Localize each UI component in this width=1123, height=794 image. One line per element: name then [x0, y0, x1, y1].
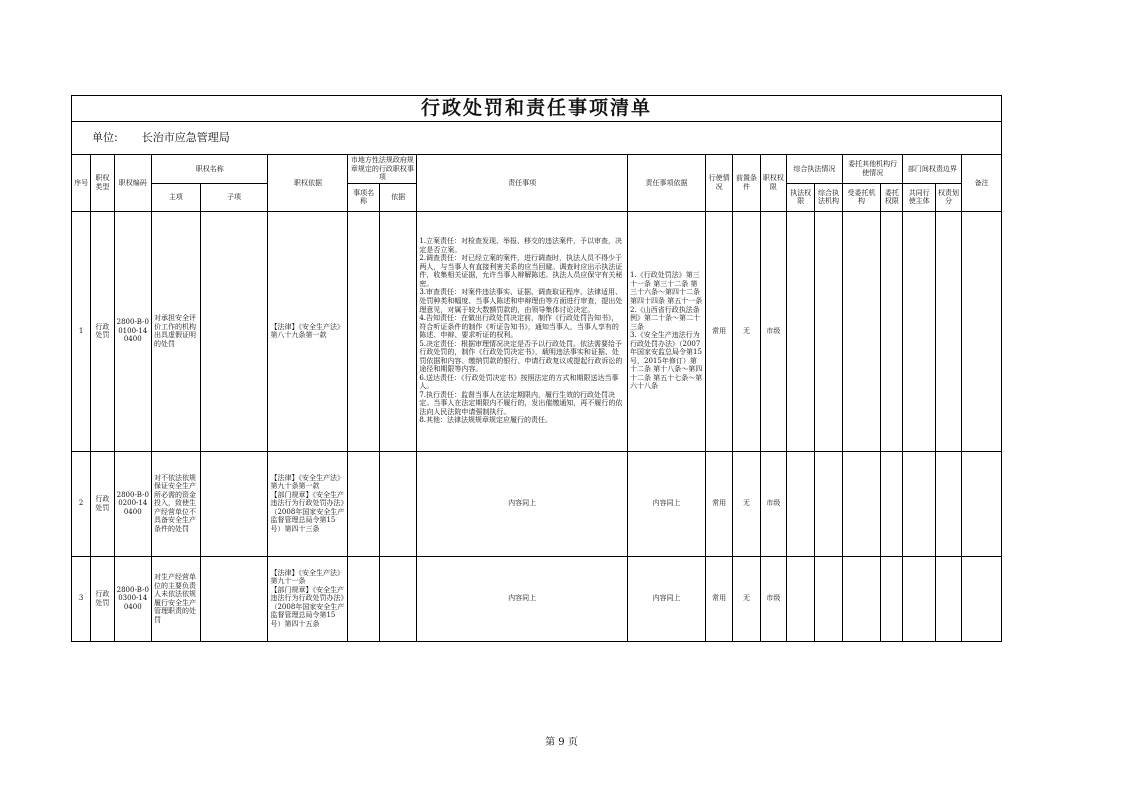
cell-remark: [962, 556, 1002, 641]
cell-local-name: [348, 556, 379, 641]
header-duty-basis: 责任事项依据: [628, 155, 706, 212]
cell-local-name: [348, 211, 379, 451]
unit-value: 长治市应急管理局: [141, 131, 230, 145]
list-sheet: [71, 95, 1002, 642]
title-row: [72, 96, 1002, 122]
header-duty: 责任事项: [417, 155, 628, 212]
unit-row: [72, 122, 1002, 155]
header-entrusted-org: 受委托机构: [842, 183, 880, 211]
cell-code: 2800-B-00100-140400: [114, 211, 151, 451]
cell-sub: [200, 211, 268, 451]
cell-duty: 内容同上: [417, 451, 628, 556]
header-remark: 备注: [962, 155, 1002, 212]
power-list-table: [71, 95, 1002, 642]
header-local-name: 事项名称: [348, 183, 379, 211]
cell-main: 对承担安全评价工作的机构出具虚假证明的处罚: [152, 211, 201, 451]
header-code: 职权编码: [114, 155, 151, 212]
cell-frequency: 常用: [706, 211, 733, 451]
cell-type: 行政处罚: [91, 211, 114, 451]
cell-remark: [962, 211, 1002, 451]
cell-entrust-power: [881, 211, 903, 451]
cell-duty: 1.立案责任：对检查发现、举报、移交的违法案件，予以审查，决定是否立案。 2.调查责任：对已经立案的案件，进行调查时，执法人员不得少于两人，与当事人有直接利害关系的应当回避。调查时应出示执法证件，收集相关证据，允许当事人辩解陈述。执法人员应保守有关秘密。 3.审查责任：对案件违法事实、证据、调查取证程序、法律适用、处罚种类和幅度、当事人陈述和申辩理由等方面进行审查，提出处理意见，对属于较大数额罚款的，由领导集体讨论决定。 4.告知责任：在做出行政处罚决定前，制作《行政处罚告知书》，符合听证条件的制作《听证告知书》，通知当事人，当事人享有的陈述、申辩、要求听证的权利。 5.决定责任：根据审理情况决定是否予以行政处罚。依法需要给予行政处罚的，制作《行政处罚决定书》，载明违法事实和证据、处罚依据和内容、缴纳罚款的银行、申请行政复议或提起行政诉讼的途径和期限等内容。 6.送达责任：《行政处罚决定书》按照法定的方式和期限送达当事人。 7.执行责任：监督当事人在法定期限内，履行生效的行政处罚决定。当事人在法定期限内不履行的，发出催缴通知，再不履行的依法向人民法院申请强制执行。 8.其他：法律法规规章规定应履行的责任。: [417, 211, 628, 451]
cell-code: 2800-B-00300-140400: [114, 556, 151, 641]
cell-sub: [200, 451, 268, 556]
cell-entrusted-org: [842, 211, 880, 451]
header-local-group: 市地方性法规政府规章规定的行政职权事项: [348, 155, 417, 184]
header-type: 职权类型: [91, 155, 114, 212]
table-row: [72, 556, 1002, 641]
header-enforce-org: 综合执法机构: [815, 183, 842, 211]
header-name-group: 职权名称: [152, 155, 268, 184]
header-sub: 子项: [200, 183, 268, 211]
cell-seq: 1: [72, 211, 91, 451]
cell-local-basis: [379, 451, 416, 556]
header-main: 主项: [152, 183, 201, 211]
table-row: [72, 211, 1002, 451]
cell-type: 行政处罚: [91, 556, 114, 641]
cell-entrust-power: [881, 556, 903, 641]
cell-division: [935, 556, 961, 641]
cell-level: 市级: [760, 556, 786, 641]
cell-code: 2800-B-00200-140400: [114, 451, 151, 556]
cell-basis: 【法律】《安全生产法》第九十一条 【部门规章】《安全生产违法行为行政处罚办法》（2008年国家安全生产监督管理总局令第15号）第四十五条: [268, 556, 348, 641]
cell-division: [935, 211, 961, 451]
unit-line: [72, 122, 1002, 155]
header-row-1: [72, 155, 1002, 184]
cell-duty-basis: 内容同上: [628, 451, 706, 556]
cell-precondition: 无: [733, 211, 760, 451]
cell-enforce-org: [815, 556, 842, 641]
cell-joint-subject: [903, 451, 935, 556]
cell-enforce-power: [787, 556, 815, 641]
cell-division: [935, 451, 961, 556]
cell-enforce-power: [787, 211, 815, 451]
cell-precondition: 无: [733, 451, 760, 556]
cell-remark: [962, 451, 1002, 556]
cell-frequency: 常用: [706, 556, 733, 641]
cell-main: 对生产经营单位的主要负责人未依法依规履行安全生产管理职责的处罚: [152, 556, 201, 641]
header-level: 职权权限: [760, 155, 786, 212]
table-row: [72, 451, 1002, 556]
cell-precondition: 无: [733, 556, 760, 641]
cell-enforce-power: [787, 451, 815, 556]
cell-level: 市级: [760, 451, 786, 556]
cell-entrusted-org: [842, 451, 880, 556]
header-boundary-group: 部门间权责边界: [903, 155, 962, 184]
cell-basis: 【法律】《安全生产法》第八十九条第一款: [268, 211, 348, 451]
cell-type: 行政处罚: [91, 451, 114, 556]
header-entrust-power: 委托权限: [881, 183, 903, 211]
cell-duty: 内容同上: [417, 556, 628, 641]
cell-main: 对不依法依规保证安全生产所必需的资金投入，致使生产经营单位不具备安全生产条件的处罚: [152, 451, 201, 556]
unit-label: 单位:: [92, 131, 118, 145]
cell-basis: 【法律】《安全生产法》第九十条第一款 【部门规章】《安全生产违法行为行政处罚办法》（2008年国家安全生产监督管理总局令第15号）第四十三条: [268, 451, 348, 556]
cell-sub: [200, 556, 268, 641]
header-frequency: 行使情况: [706, 155, 733, 212]
cell-duty-basis: 1.《行政处罚法》第三十一条 第三十二条 第三十六条～第四十二条 第四十四条 第五十一条 2.《山西省行政执法条例》第二十条～第二十三条 3.《安全生产违法行为行政处罚办法》（2007年国家安监总局令第15号，2015年修订）第十二条 第十八条～第四十二条 第五十七条～第六十八条: [628, 211, 706, 451]
cell-entrusted-org: [842, 556, 880, 641]
cell-joint-subject: [903, 556, 935, 641]
cell-enforce-org: [815, 211, 842, 451]
cell-enforce-org: [815, 451, 842, 556]
cell-duty-basis: 内容同上: [628, 556, 706, 641]
page-title: 行政处罚和责任事项清单: [72, 96, 1002, 122]
cell-entrust-power: [881, 451, 903, 556]
page-number: 第 9 页: [545, 737, 578, 748]
cell-local-name: [348, 451, 379, 556]
header-seq: 序号: [72, 155, 91, 212]
cell-frequency: 常用: [706, 451, 733, 556]
cell-level: 市级: [760, 211, 786, 451]
header-division: 权责划分: [935, 183, 961, 211]
cell-local-basis: [379, 556, 416, 641]
cell-seq: 2: [72, 451, 91, 556]
header-comprehensive-group: 综合执法情况: [787, 155, 843, 184]
cell-local-basis: [379, 211, 416, 451]
header-entrust-group: 委托其他机构行使情况: [842, 155, 903, 184]
header-basis: 职权依据: [268, 155, 348, 212]
cell-joint-subject: [903, 211, 935, 451]
header-enforce-power: 执法权限: [787, 183, 815, 211]
header-joint-subject: 共同行使主体: [903, 183, 935, 211]
header-precondition: 前置条件: [733, 155, 760, 212]
header-local-basis: 依据: [379, 183, 416, 211]
cell-seq: 3: [72, 556, 91, 641]
